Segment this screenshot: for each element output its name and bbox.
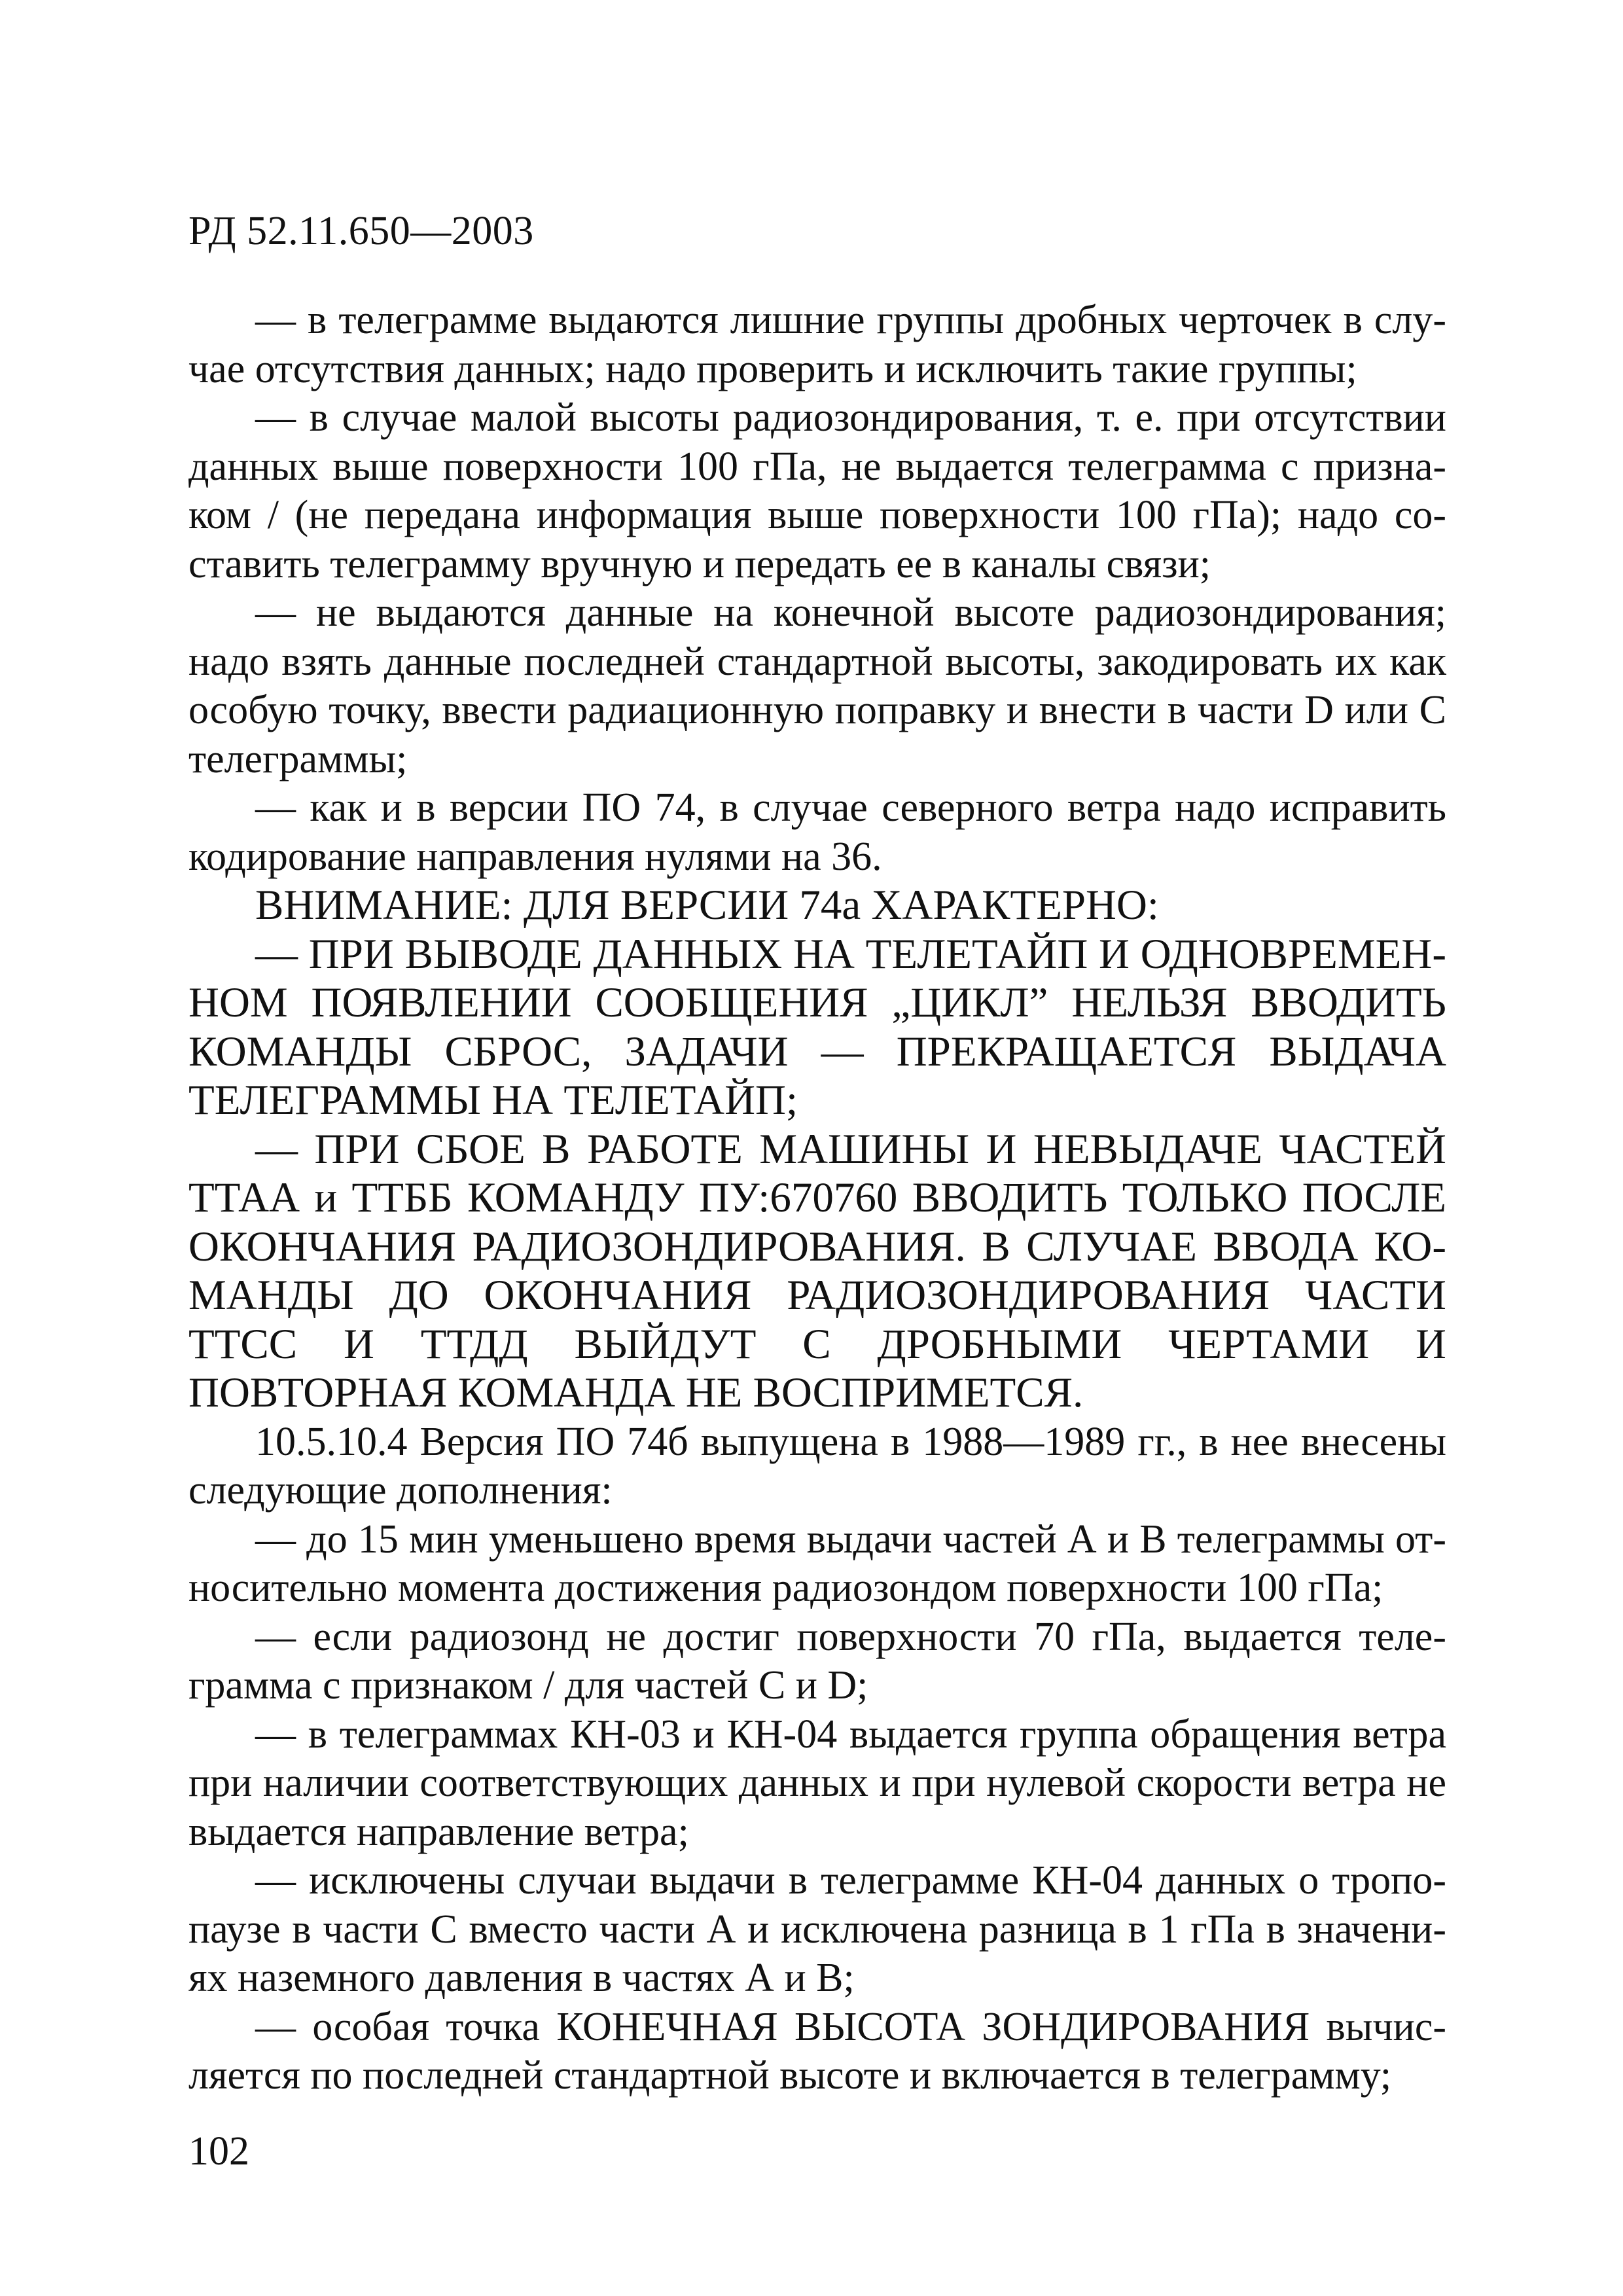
paragraph-wind-reversal-group: — в телеграммах КН-03 и КН-04 выдается группа обращения ветра при наличии соответствующих данных и при нулевой скорости ветра не выдается направление ветра; — [188, 1712, 1446, 1854]
main-text — [188, 296, 1446, 2100]
page-number: 102 — [188, 2129, 249, 2174]
paragraph-final-height-point: — особая точка КОНЕЧНАЯ ВЫСОТА ЗОНДИРОВАНИЯ вычисляется по последней стандартной высоте и включается в телеграмму; — [188, 2004, 1446, 2098]
paragraph-teletype-warning: — ПРИ ВЫВОДЕ ДАННЫХ НА ТЕЛЕТАЙП И ОДНОВРЕМЕННОМ ПОЯВЛЕНИИ СООБЩЕНИЯ „ЦИКЛ” НЕЛЬЗЯ ВВОДИТЬ КОМАНДЫ СБРОС, ЗАДАЧИ — ПРЕКРАЩАЕТСЯ ВЫДАЧА ТЕЛЕГРАММЫ НА ТЕЛЕТАЙП; — [188, 930, 1446, 1124]
paragraph-70hpa-flag: — если радиозонд не достиг поверхности 70 гПа, выдается телеграмма с признаком / для частей С и D; — [188, 1614, 1446, 1708]
paragraph-attention-heading: ВНИМАНИЕ: ДЛЯ ВЕРСИИ 74а ХАРАКТЕРНО: — [255, 882, 1159, 929]
paragraph-output-time-reduced: — до 15 мин уменьшено время выдачи частей А и В телеграммы относительно момента достижения радиозондом поверхности 100 гПа; — [188, 1516, 1446, 1610]
paragraph-low-sounding-height: — в случае малой высоты радиозондирования, т. е. при отсутствии данных выше поверхности 100 гПа, не выдается телеграмма с признаком / (не передана информация выше поверхности 100 гПа); надо составить телеграмму вручную и передать ее в каналы связи; — [188, 395, 1446, 586]
paragraph-tropopause-fix: — исключены случаи выдачи в телеграмме КН-04 данных о тропопаузе в части С вместо части А и исключена разница в 1 гПа в значениях наземного давления в частях А и В; — [188, 1858, 1446, 2000]
paragraph-extra-dash-groups: — в телеграмме выдаются лишние группы дробных черточек в случае отсутствия данных; надо проверить и исключить такие группы; — [188, 298, 1446, 391]
paragraph-command-warning: — ПРИ СБОЕ В РАБОТЕ МАШИНЫ И НЕВЫДАЧЕ ЧАСТЕЙ ТТАА и ТТББ КОМАНДУ ПУ:670760 ВВОДИТЬ ТОЛЬКО ПОСЛЕ ОКОНЧАНИЯ РАДИОЗОНДИРОВАНИЯ. В СЛУЧАЕ ВВОДА КОМАНДЫ ДО ОКОНЧАНИЯ РАДИОЗОНДИРОВАНИЯ ЧАСТИ ТТСС И ТТДД ВЫЙДУТ С ДРОБНЫМИ ЧЕРТАМИ И ПОВТОРНАЯ КОМАНДА НЕ ВОСПРИМЕТСЯ. — [188, 1125, 1446, 1416]
document-code-header: РД 52.11.650—2003 — [188, 209, 534, 253]
paragraph-final-height-data: — не выдаются данные на конечной высоте радиозондирования; надо взять данные последней стандартной высоты, закодировать их как особую точку, ввести радиационную поправку и внести в части D или С телеграммы; — [188, 590, 1446, 781]
paragraph-section-10-5-10-4: 10.5.10.4 Версия ПО 74б выпущена в 1988—1989 гг., в нее внесены следующие дополнения: — [188, 1419, 1446, 1513]
paragraph-north-wind-coding: — как и в версии ПО 74, в случае северного ветра надо исправить кодирование направления нулями на 36. — [188, 785, 1446, 879]
